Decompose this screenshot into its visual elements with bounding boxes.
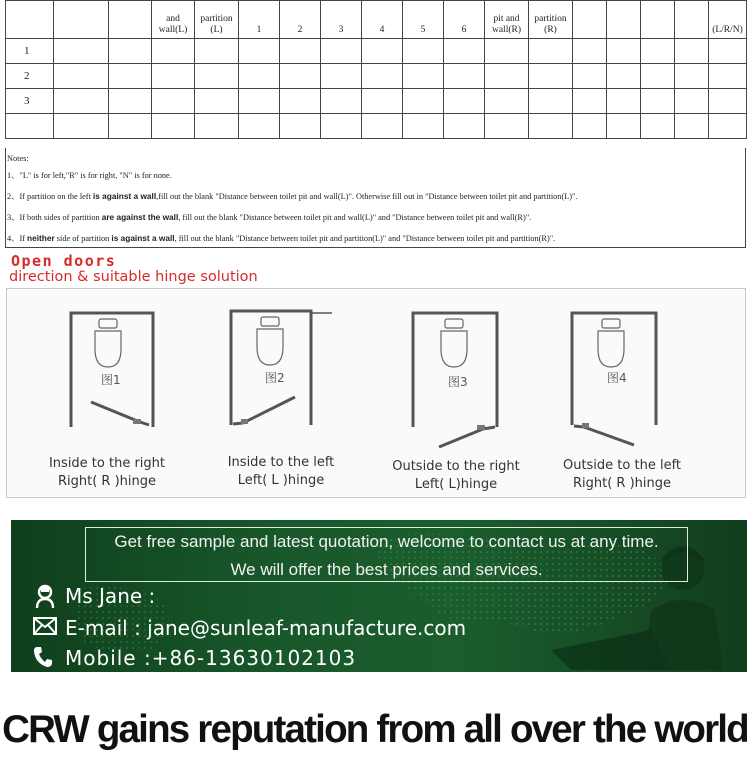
table-cell[interactable]	[573, 89, 607, 114]
table-cell[interactable]	[239, 114, 280, 139]
slogan: CRW gains reputation from all over the world	[2, 708, 748, 751]
table-cell[interactable]	[321, 64, 362, 89]
table-cell[interactable]	[485, 64, 529, 89]
table-cell[interactable]	[444, 114, 485, 139]
note-emphasis: are against the wall	[101, 212, 179, 222]
table-cell[interactable]	[641, 64, 675, 89]
table-header-cell	[321, 1, 362, 39]
table-cell[interactable]	[362, 64, 403, 89]
table-cell[interactable]	[195, 64, 239, 89]
row-number	[6, 114, 54, 139]
table-cell[interactable]	[709, 39, 747, 64]
table-cell[interactable]	[485, 39, 529, 64]
table-cell[interactable]	[485, 114, 529, 139]
table-cell[interactable]	[403, 39, 444, 64]
notes-title: Notes:	[7, 154, 29, 163]
caption-2-hinge: Left( L )hinge	[237, 473, 325, 488]
table-header-cell	[641, 1, 675, 39]
phone-icon	[33, 646, 57, 670]
table-header-cell	[485, 1, 529, 39]
table-cell[interactable]	[362, 39, 403, 64]
table-cell[interactable]	[641, 114, 675, 139]
table-cell[interactable]	[195, 39, 239, 64]
caption-1-direction: Inside to the right	[48, 456, 166, 471]
caption-1-hinge: Right( R )hinge	[57, 474, 156, 489]
table-cell[interactable]	[280, 114, 321, 139]
table-header-label: 4	[379, 25, 385, 35]
table-header-cell	[280, 1, 321, 39]
table-header-cell	[403, 1, 444, 39]
table-cell[interactable]	[573, 39, 607, 64]
row-number: 2	[6, 64, 54, 89]
table-header-label: 6	[461, 25, 467, 35]
table-header-label: pit and wall(R)	[491, 14, 522, 35]
caption-3-direction: Outside to the right	[392, 459, 520, 474]
table-cell[interactable]	[152, 114, 195, 139]
contact-mobile-text[interactable]: Mobile :+86-13630102103	[65, 646, 357, 670]
table-cell[interactable]	[54, 114, 109, 139]
note-line	[7, 166, 745, 186]
table-cell[interactable]	[403, 89, 444, 114]
table-cell[interactable]	[675, 39, 709, 64]
table-header-label: (L/R/N)	[712, 25, 743, 35]
note-line	[7, 228, 745, 249]
table-header-label: and wall(L)	[158, 14, 188, 35]
table-header-label: 2	[297, 25, 303, 35]
table-cell[interactable]	[607, 89, 641, 114]
table-cell[interactable]	[239, 64, 280, 89]
contact-message-2: We will offer the best prices and services.	[230, 560, 543, 579]
table-cell[interactable]	[321, 89, 362, 114]
table-header-cell	[444, 1, 485, 39]
open-doors-subtitle: direction & suitable hinge solution	[9, 269, 258, 285]
table-cell[interactable]	[109, 64, 152, 89]
mail-icon	[33, 616, 57, 640]
caption-4	[557, 457, 687, 493]
door-diagrams-panel	[6, 288, 746, 498]
table-cell[interactable]	[152, 89, 195, 114]
note-emphasis: is against a wall	[111, 233, 175, 243]
table-cell[interactable]	[239, 89, 280, 114]
contact-banner	[11, 520, 747, 672]
table-row	[6, 114, 747, 139]
note-emphasis: is against a wall	[92, 191, 157, 201]
table-cell[interactable]	[362, 114, 403, 139]
contact-person	[33, 584, 155, 608]
table-cell[interactable]	[239, 39, 280, 64]
table-cell[interactable]	[152, 39, 195, 64]
table-row	[6, 39, 747, 64]
table-cell[interactable]	[444, 89, 485, 114]
table-cell[interactable]	[403, 64, 444, 89]
table-cell[interactable]	[54, 39, 109, 64]
caption-2-direction: Inside to the left	[227, 455, 335, 470]
table-cell[interactable]	[444, 64, 485, 89]
table-cell[interactable]	[109, 89, 152, 114]
table-header-label: partition (R)	[534, 14, 567, 35]
table-cell[interactable]	[54, 89, 109, 114]
table-header-cell	[607, 1, 641, 39]
table-cell[interactable]	[280, 89, 321, 114]
table-header-cell	[109, 1, 152, 39]
table-header-label: partition (L)	[200, 14, 233, 35]
table-cell[interactable]	[485, 89, 529, 114]
diagram-label-3: 图3	[448, 375, 468, 389]
diagram-label-1: 图1	[101, 373, 121, 387]
table-cell[interactable]	[321, 114, 362, 139]
table-cell[interactable]	[641, 39, 675, 64]
note-line	[7, 186, 745, 207]
table-header-label: 5	[420, 25, 426, 35]
caption-3-hinge: Left( L)hinge	[414, 477, 498, 492]
table-cell[interactable]	[709, 89, 747, 114]
table-header-row	[6, 1, 747, 39]
door-diagram-2	[225, 307, 340, 432]
note-text: 3、If both sides of partition	[7, 213, 102, 222]
table-row	[6, 89, 747, 114]
note-text: side of partition	[54, 234, 112, 243]
table-cell[interactable]	[195, 114, 239, 139]
table-cell[interactable]	[321, 39, 362, 64]
door-diagram-4	[562, 309, 672, 459]
table-cell[interactable]	[109, 114, 152, 139]
contact-name: Ms Jane :	[65, 584, 156, 608]
table-header-label: 1	[256, 25, 262, 35]
order-table	[5, 0, 747, 139]
door-diagram-1	[57, 309, 167, 434]
table-cell[interactable]	[675, 64, 709, 89]
table-cell[interactable]	[529, 89, 573, 114]
table-cell[interactable]	[607, 39, 641, 64]
note-text: , fill out the blank "Distance between toilet pit and partition(L)" and "Distance between toilet pit and partition(R)".	[174, 234, 556, 243]
table-header-cell	[239, 1, 280, 39]
table-cell[interactable]	[529, 64, 573, 89]
table-cell[interactable]	[675, 89, 709, 114]
table-cell[interactable]	[709, 114, 747, 139]
diagram-label-4: 图4	[607, 371, 627, 385]
stall-drawing-4	[562, 309, 672, 459]
caption-4-direction: Outside to the left	[562, 458, 682, 473]
diagram-label-2: 图2	[265, 371, 285, 385]
contact-email	[33, 616, 466, 640]
table-header-cell	[54, 1, 109, 39]
contact-mobile	[33, 646, 356, 670]
table-cell[interactable]	[195, 89, 239, 114]
caption-4-hinge: Right( R )hinge	[572, 476, 671, 491]
door-diagram-3	[403, 309, 513, 459]
table-header-cell	[152, 1, 195, 39]
note-text: 2、If partition on the left	[7, 192, 93, 201]
table-cell[interactable]	[109, 39, 152, 64]
table-header-cell	[675, 1, 709, 39]
note-text: ,fill out the blank "Distance between toilet pit and wall(L)". Otherwise fill out in "Distance between toilet pit and partition(L)".	[156, 192, 578, 201]
contact-email-text[interactable]: E-mail : jane@sunleaf-manufacture.com	[65, 616, 467, 640]
notes-box	[5, 148, 746, 248]
table-cell[interactable]	[529, 39, 573, 64]
person-icon	[33, 584, 57, 608]
caption-1	[47, 455, 167, 491]
table-header-cell	[709, 1, 747, 39]
table-cell[interactable]	[607, 64, 641, 89]
table-header-cell	[362, 1, 403, 39]
note-text: 1、"L" is for left,"R" is for right, "N" is for none.	[7, 171, 172, 180]
table-cell[interactable]	[641, 89, 675, 114]
stall-drawing-2	[225, 307, 340, 432]
table-cell[interactable]	[280, 39, 321, 64]
table-cell[interactable]	[675, 114, 709, 139]
table-cell[interactable]	[573, 114, 607, 139]
table-cell[interactable]	[573, 64, 607, 89]
table-cell[interactable]	[529, 114, 573, 139]
note-emphasis: neither	[27, 233, 55, 243]
open-doors-title: Open doors	[11, 252, 117, 270]
note-text: , fill out the blank "Distance between toilet pit and wall(L)" and "Distance between toilet pit and wall(R)".	[178, 213, 532, 222]
table-cell[interactable]	[403, 114, 444, 139]
table-header-cell	[195, 1, 239, 39]
note-text: 4、If	[7, 234, 28, 243]
stall-drawing-1	[57, 309, 167, 434]
table-header-cell	[529, 1, 573, 39]
row-number: 3	[6, 89, 54, 114]
contact-message-1: Get free sample and latest quotation, welcome to contact us at any time.	[114, 532, 659, 551]
table-cell[interactable]	[444, 39, 485, 64]
table-header-cell	[573, 1, 607, 39]
note-line	[7, 207, 745, 228]
table-header-cell	[6, 1, 54, 39]
table-cell[interactable]	[709, 64, 747, 89]
caption-2	[221, 454, 341, 490]
table-cell[interactable]	[362, 89, 403, 114]
table-cell[interactable]	[54, 64, 109, 89]
row-number: 1	[6, 39, 54, 64]
table-cell[interactable]	[280, 64, 321, 89]
caption-3	[391, 458, 521, 494]
table-row	[6, 64, 747, 89]
stall-drawing-3	[403, 309, 513, 459]
table-cell[interactable]	[607, 114, 641, 139]
table-cell[interactable]	[152, 64, 195, 89]
table-header-label: 3	[338, 25, 344, 35]
